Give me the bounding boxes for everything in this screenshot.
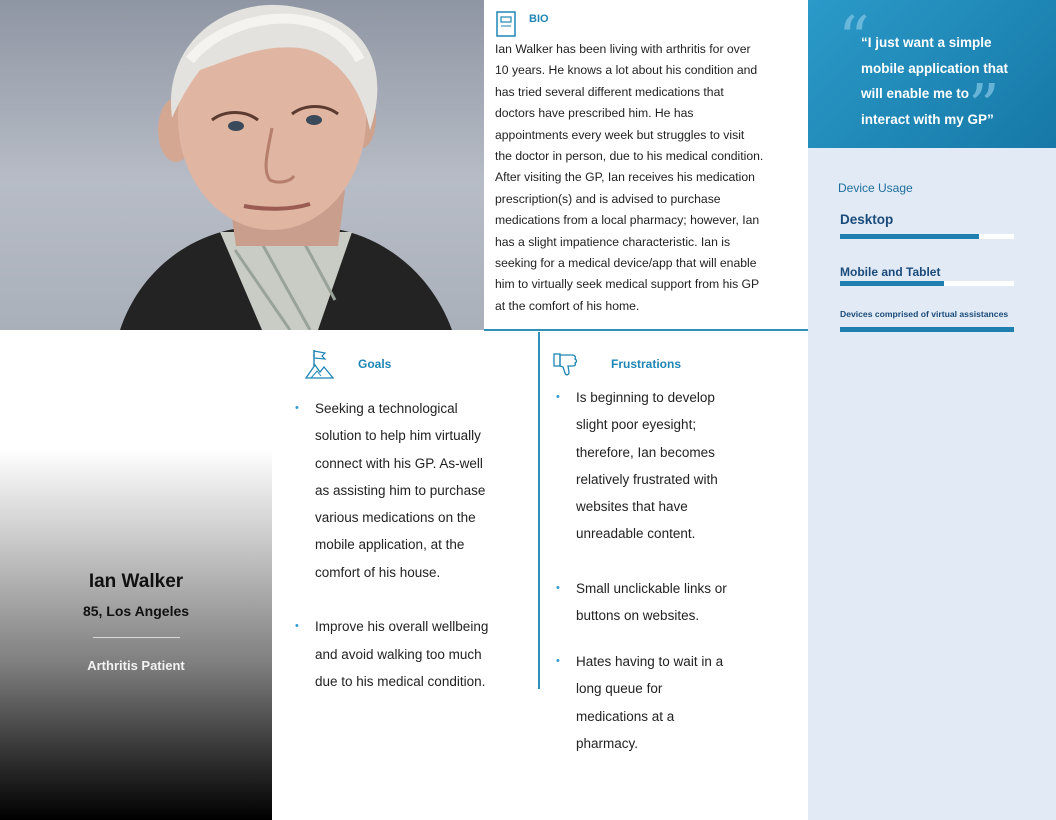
- frustration-item: [556, 575, 756, 630]
- goals-list: [295, 395, 510, 723]
- bio-title: BIO: [529, 13, 549, 25]
- frustration-item: [556, 648, 756, 757]
- frustration-line: therefore, Ian becomes: [576, 444, 715, 460]
- goals-title: Goals: [358, 357, 392, 371]
- usage-label-desktop: Desktop: [840, 212, 894, 227]
- bio-line: has a slight impatience characteristic. Ian is: [495, 234, 731, 249]
- device-usage-title: Device Usage: [838, 181, 913, 195]
- usage-bar-virtual: [840, 327, 1014, 332]
- quote-line: “I just want a simple: [861, 35, 992, 50]
- name-divider: [93, 637, 180, 638]
- section-divider-vertical: [538, 332, 540, 689]
- frustration-line: buttons on websites.: [576, 608, 700, 624]
- goal-line: due to his medical condition.: [315, 673, 486, 689]
- close-quote-icon: ”: [968, 70, 1000, 143]
- frustration-item: [556, 384, 756, 548]
- quote-line: interact with my GP”: [861, 111, 994, 127]
- bio-text: [495, 39, 775, 317]
- frustration-line: • Small unclickable links or: [576, 581, 727, 597]
- thumbs-down-icon: [553, 352, 579, 383]
- usage-label-mobile: Mobile and Tablet: [840, 265, 941, 279]
- frustration-line: slight poor eyesight;: [576, 417, 697, 433]
- goal-line: solution to help him virtually: [315, 428, 481, 444]
- frustration-line: • Is beginning to develop: [576, 390, 715, 405]
- frustration-line: • Hates having to wait in a: [576, 653, 724, 669]
- frustration-line: pharmacy.: [576, 735, 639, 751]
- persona-age-location: 85, Los Angeles: [82, 603, 190, 619]
- usage-fill-desktop: [840, 234, 979, 239]
- usage-fill-virtual: [840, 327, 1014, 332]
- persona-role: Arthritis Patient: [87, 658, 185, 673]
- bio-line: doctors have prescribed him. He has: [495, 106, 694, 121]
- name-panel: [0, 449, 272, 820]
- bio-line: prescription(s) and is advised to purchase: [495, 191, 721, 206]
- goal-line: • Seeking a technological: [315, 401, 458, 416]
- frustration-line: unreadable content.: [576, 526, 696, 542]
- frustration-line: long queue for: [576, 681, 663, 697]
- usage-label-virtual: Devices comprised of virtual assistances: [840, 309, 1009, 319]
- goal-line: mobile application, at the: [315, 537, 465, 553]
- usage-bar-desktop: [840, 234, 1014, 239]
- goal-line: and avoid walking too much: [315, 646, 482, 662]
- usage-bar-mobile: [840, 281, 1014, 286]
- frustration-line: websites that have: [576, 499, 688, 515]
- bio-line: medications from a local pharmacy; however, Ian: [495, 213, 760, 228]
- open-quote-icon: “: [838, 2, 870, 75]
- bio-line: Ian Walker has been living with arthritis for over: [495, 42, 751, 56]
- bio-line: at the comfort of his home.: [495, 298, 640, 313]
- section-divider-horizontal: [484, 329, 808, 331]
- goal-line: as assisting him to purchase: [315, 482, 486, 498]
- bio-line: After visiting the GP, Ian receives his medication: [495, 170, 755, 185]
- goal-item: [295, 395, 510, 586]
- bio-line: seeking for a medical device/app that will enable: [495, 256, 757, 271]
- quote-line: will enable me to: [861, 86, 970, 102]
- persona-name: Ian Walker: [88, 571, 184, 592]
- bio-line: appointments every week but struggles to visit: [495, 127, 745, 142]
- usage-fill-mobile: [840, 281, 944, 286]
- bio-line: 10 years. He knows a lot about his condition and: [495, 63, 758, 78]
- goal-line: various medications on the: [315, 510, 476, 526]
- persona-photo: [0, 0, 484, 330]
- flag-mountain-icon: [305, 348, 335, 385]
- goal-item: [295, 613, 510, 695]
- quote-line: mobile application that: [861, 60, 1009, 76]
- goal-line: connect with his GP. As-well: [315, 455, 483, 471]
- frustrations-list: [556, 384, 756, 784]
- frustration-line: medications at a: [576, 708, 675, 724]
- persona-quote: [861, 30, 1036, 132]
- bio-line: him to virtually seek medical support from his GP: [495, 277, 760, 292]
- goal-line: • Improve his overall wellbeing: [315, 619, 489, 635]
- bio-icon: [496, 11, 516, 37]
- bio-line: the doctor in person, due to his medical condition.: [495, 149, 764, 164]
- goal-line: comfort of his house.: [315, 564, 441, 580]
- frustrations-title: Frustrations: [611, 357, 682, 371]
- frustration-line: relatively frustrated with: [576, 471, 718, 487]
- bio-line: has tried several different medications that: [495, 84, 724, 99]
